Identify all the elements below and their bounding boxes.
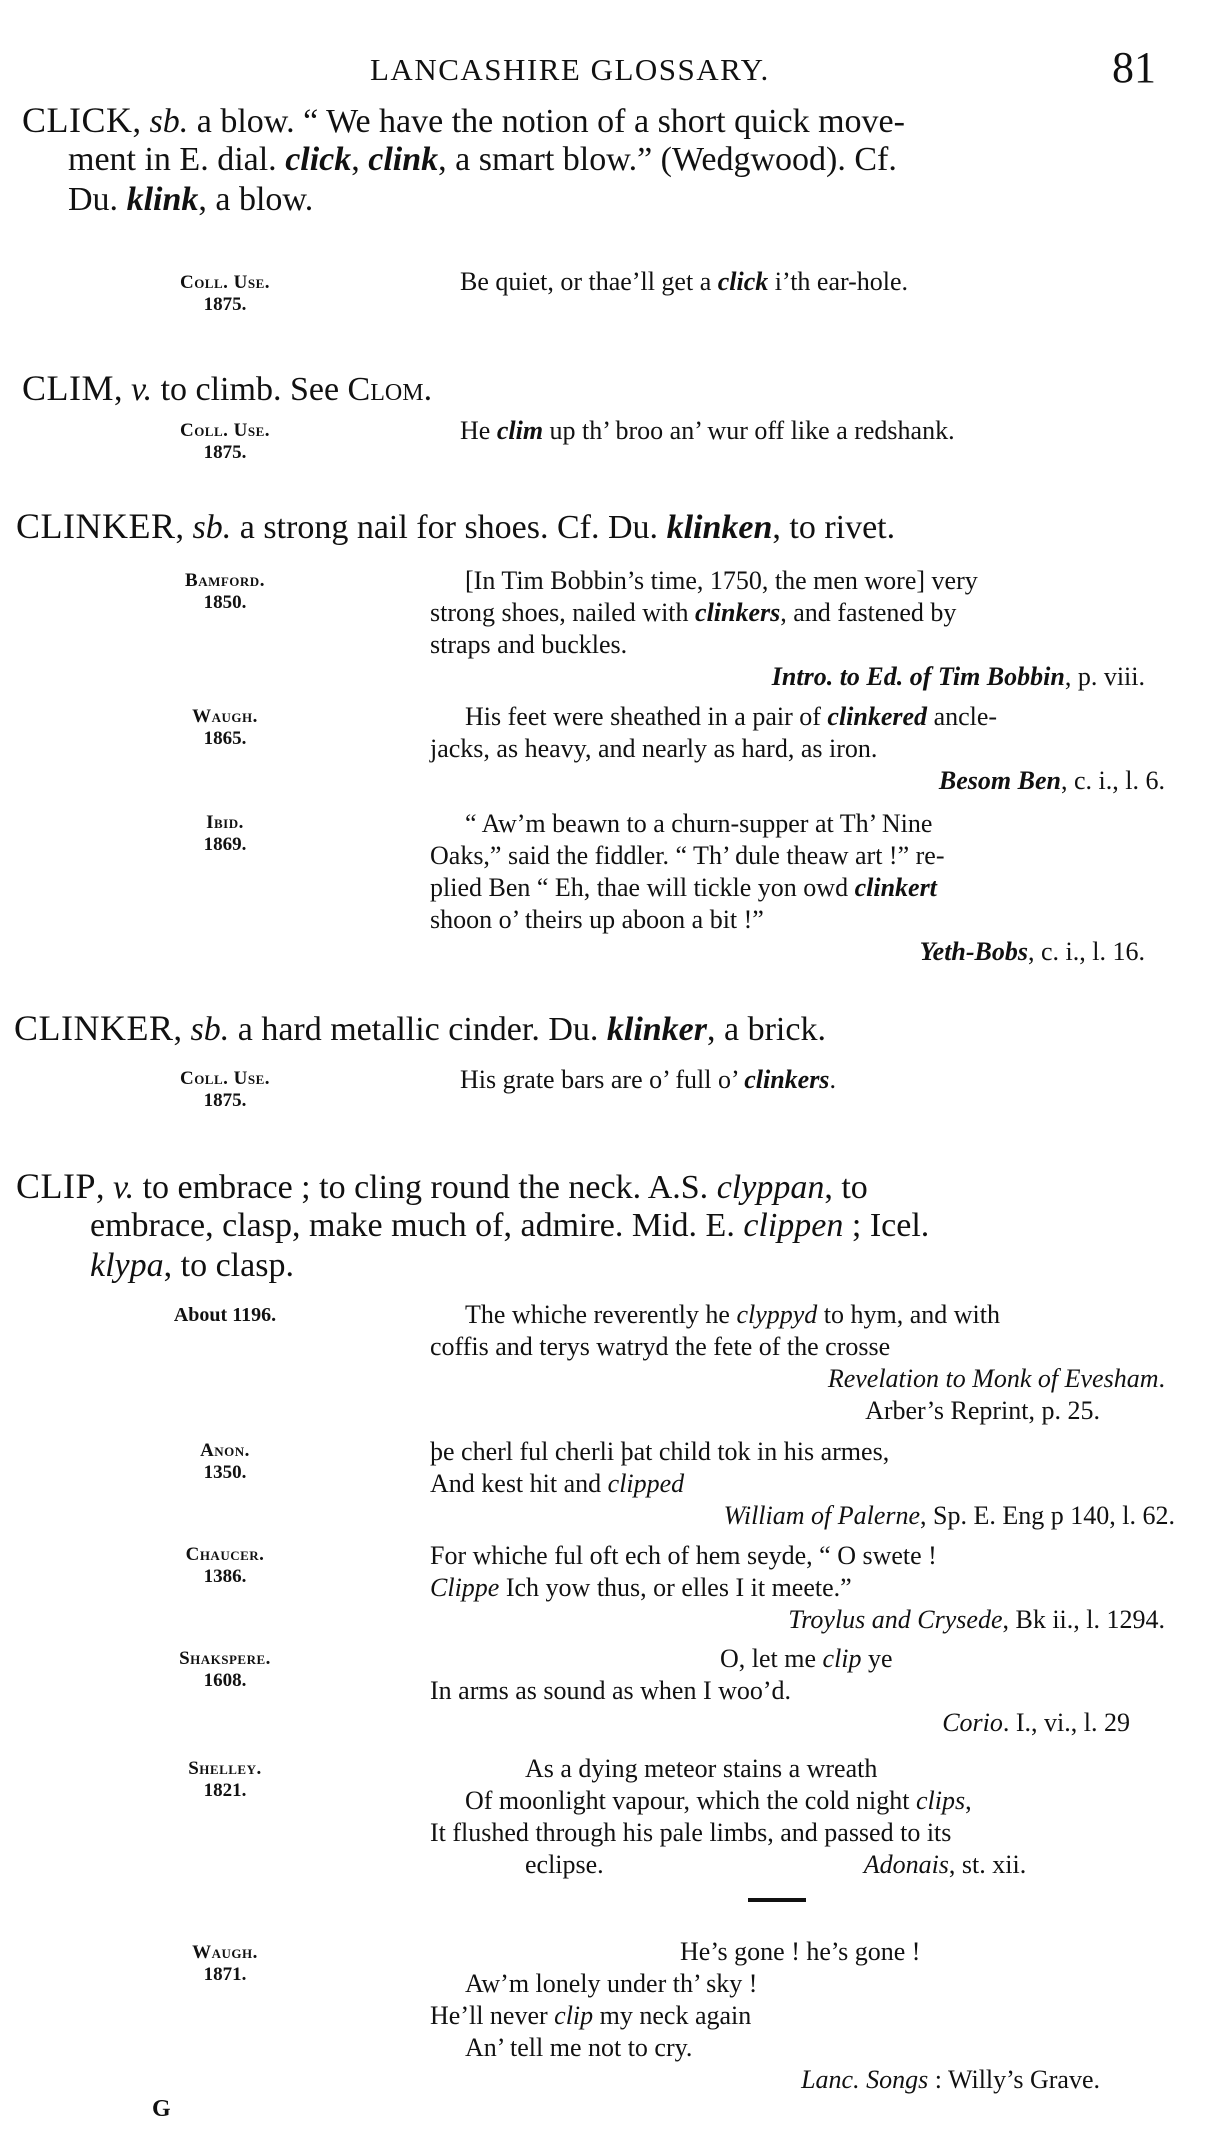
running-title: LANCASHIRE GLOSSARY. (370, 52, 770, 87)
citation-quote: His feet were sheathed in a pair of clinkered ancle- jacks, as heavy, and nearly as hard, as iron. Besom Ben, c. i., l. 6. (430, 701, 1175, 797)
citation-source: Coll. Use. 1875. (179, 420, 271, 463)
headword: CLIM (22, 368, 114, 408)
citation-source: Waugh. 1865. (192, 706, 258, 749)
section-rule (748, 1898, 806, 1902)
citation-reference: Troylus and Crysede, Bk ii., l. 1294. (788, 1605, 1165, 1634)
definition-line: ment in E. dial. click, clink, a smart blow.” (Wedgwood). Cf. (68, 141, 897, 178)
citation-quote: [In Tim Bobbin’s time, 1750, the men wore] very strong shoes, nailed with clinkers, and fastened by straps and buckles. Intro. to Ed. of Tim Bobbin, p. viii. (430, 565, 1175, 693)
headword: CLINKER (16, 506, 176, 546)
citation-source: Shakspere. 1608. (179, 1648, 271, 1691)
citation-reference: Corio. I., vi., l. 29 (942, 1708, 1130, 1737)
definition-line: CLIP, v. to embrace ; to cling round the neck. A.S. clyppan, to (16, 1166, 868, 1206)
citation-quote: For whiche ful oft ech of hem seyde, “ O swete ! Clippe Ich yow thus, or elles I it meete.” Troylus and Crysede, Bk ii., l. 1294. (430, 1540, 1175, 1636)
citation-source: Shelley. 1821. (188, 1758, 262, 1801)
definition-line: CLIM, v. to climb. See Clom. (22, 368, 433, 408)
headword: CLIP (16, 1166, 97, 1206)
citation-source: Anon. 1350. (200, 1440, 250, 1483)
citation-reference: Lanc. Songs : Willy’s Grave. (801, 2065, 1100, 2094)
citation-source: Waugh. 1871. (192, 1942, 258, 1985)
citation-quote: “ Aw’m beawn to a churn-supper at Th’ Nine Oaks,” said the fiddler. “ Th’ dule theaw art !” re- plied Ben “ Eh, thae will tickle yon owd clinkert shoon o’ theirs up aboon a bit !” Yeth-Bobs, c. i., l. 16. (430, 808, 1175, 968)
signature-mark: G (152, 2096, 171, 2122)
definition-line: CLINKER, sb. a hard metallic cinder. Du. klinker, a brick. (14, 1008, 826, 1048)
page-number: 81 (1112, 43, 1156, 92)
citation-source: Chaucer. 1386. (185, 1544, 265, 1587)
citation-source: Coll. Use. 1875. (179, 1068, 271, 1111)
citation-quote: He’s gone ! he’s gone ! Aw’m lonely under th’ sky ! He’ll never clip my neck again An’ tell me not to cry. Lanc. Songs : Willy’s Grave. (430, 1936, 1175, 2096)
citation-quote: þe cherl ful cherli þat child tok in his armes, And kest hit and clipped William of Palerne, Sp. E. Eng p 140, l. 62. (430, 1437, 1175, 1530)
headword: CLINKER (14, 1008, 174, 1048)
citation-source: Bamford. 1850. (185, 570, 265, 613)
citation-quote: He clim up th’ broo an’ wur off like a redshank. (460, 416, 955, 445)
citation-reference: Besom Ben, c. i., l. 6. (938, 766, 1165, 795)
citation-source: Ibid. 1869. (203, 812, 247, 855)
headword: CLICK (22, 100, 133, 140)
definition-line: embrace, clasp, make much of, admire. Mid. E. clippen ; Icel. (90, 1207, 930, 1244)
citation-quote: The whiche reverently he clyppyd to hym, and with coffis and terys watryd the fete of the crosse Revelation to Monk of Evesham. Arber’s Reprint, p. 25. (430, 1299, 1175, 1427)
definition-line: CLINKER, sb. a strong nail for shoes. Cf. Du. klinken, to rivet. (16, 506, 896, 546)
citation-quote: As a dying meteor stains a wreath Of moonlight vapour, which the cold night clips, It flushed through his pale limbs, and passed to its eclipse. Adonais, st. xii. (430, 1754, 1027, 1879)
citation-source: About 1196. (173, 1304, 277, 1326)
citation-reference: William of Palerne, Sp. E. Eng p 140, l. 62. (723, 1501, 1175, 1530)
citation-quote: Be quiet, or thae’ll get a click i’th ear-hole. (460, 267, 909, 296)
definition-line: Du. klink, a blow. (68, 181, 314, 218)
citation-quote: O, let me clip ye In arms as sound as when I woo’d. Corio. I., vi., l. 29 (430, 1643, 1175, 1739)
definition-line: CLICK, sb. a blow. “ We have the notion of a short quick move- (22, 100, 905, 140)
citation-source: Coll. Use. 1875. (179, 272, 271, 315)
citation-reference: Revelation to Monk of Evesham. (827, 1364, 1165, 1393)
definition-line: klypa, to clasp. (90, 1247, 294, 1284)
citation-reference: Intro. to Ed. of Tim Bobbin, p. viii. (771, 662, 1145, 691)
citation-reference: Yeth-Bobs, c. i., l. 16. (919, 937, 1145, 966)
citation-quote: His grate bars are o’ full o’ clinkers. (460, 1065, 836, 1094)
